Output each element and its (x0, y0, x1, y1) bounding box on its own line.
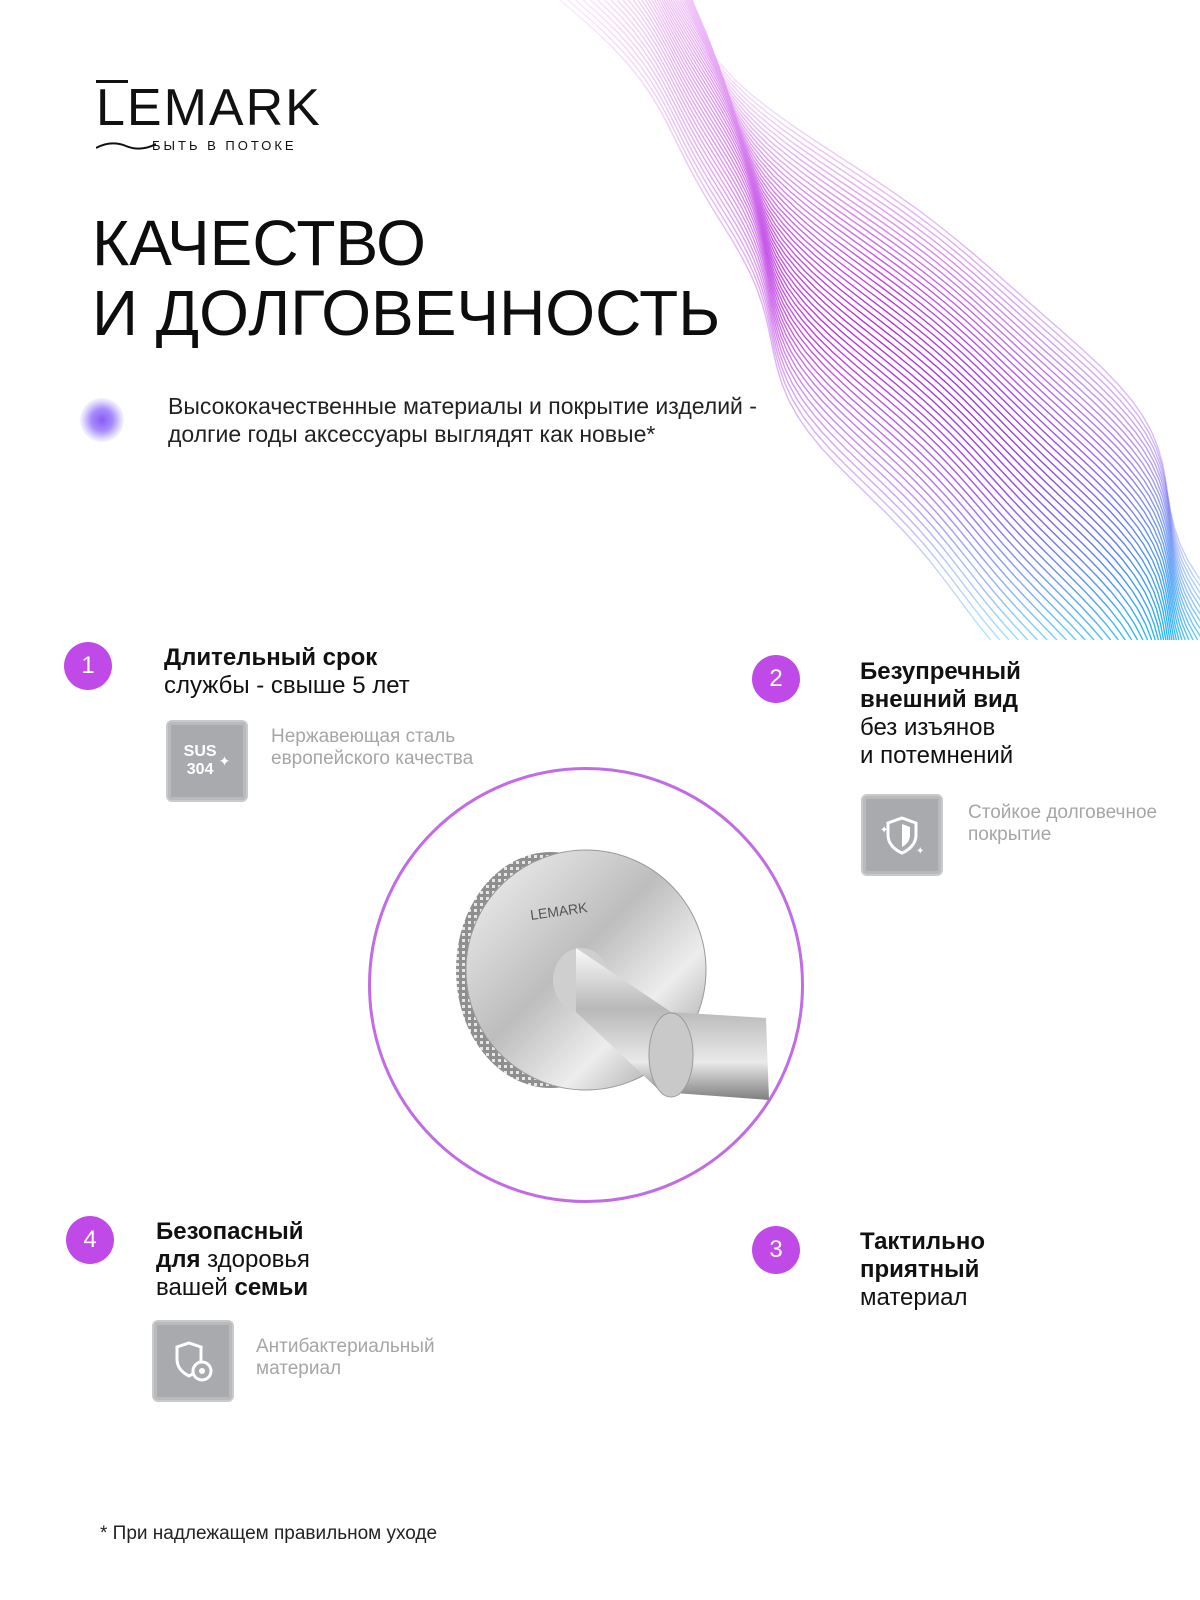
brand-tagline: БЫТЬ В ПОТОКЕ (152, 138, 297, 153)
feature-2-note: Стойкое долговечное покрытие (968, 802, 1158, 845)
sparkle-icon: ✦ (218, 752, 231, 769)
towel-hook-illustration (371, 770, 801, 1200)
wave-line (667, 0, 1159, 640)
shield-sparkle-icon (861, 794, 943, 876)
product-image-frame (368, 767, 804, 1203)
wave-line (687, 0, 1200, 640)
intro-text: Высококачественные материалы и покрытие изделий - долгие годы аксессуары выглядят как новые* (168, 393, 757, 447)
feature-4-note: Антибактериальный материал (256, 1336, 435, 1379)
footnote: * При надлежащем правильном уходе (100, 1523, 438, 1544)
page-title (92, 208, 720, 348)
glow-dot-icon (80, 398, 124, 442)
feature-badge-3: 3 (752, 1226, 800, 1274)
antibacterial-shield-icon (152, 1320, 234, 1402)
sus-304-icon: SUS 304 ✦ (166, 720, 248, 802)
svg-text:✦: ✦ (916, 846, 925, 857)
title-line-2: И ДОЛГОВЕЧНОСТЬ (92, 277, 721, 349)
feature-badge-4: 4 (66, 1216, 114, 1264)
feature-badge-1: 1 (64, 642, 112, 690)
wave-line (684, 0, 1176, 640)
feature-3-title: Тактильно приятный материал (860, 1228, 986, 1311)
wave-line (675, 0, 1167, 640)
feature-2-title: Безупречный внешний вид без изъянов и потемнений (860, 658, 1021, 769)
svg-text:✦: ✦ (880, 825, 889, 836)
logo-wave-icon (96, 140, 156, 152)
product-engraving: LEMARK (529, 899, 589, 923)
wave-line (689, 0, 1185, 640)
feature-badge-2: 2 (752, 655, 800, 703)
wave-line (688, 0, 1200, 640)
feature-1-note: Нержавеющая сталь европейского качества (271, 726, 474, 769)
title-line-1: КАЧЕСТВО (92, 207, 426, 279)
feature-4-title: Безопасный для здоровья вашей семьи (156, 1218, 310, 1301)
brand-logo: LEMARK (96, 79, 322, 137)
wave-line (686, 0, 1200, 640)
feature-1-title: Длительный срок службы - свыше 5 лет (164, 644, 410, 699)
wave-line (671, 0, 1164, 640)
